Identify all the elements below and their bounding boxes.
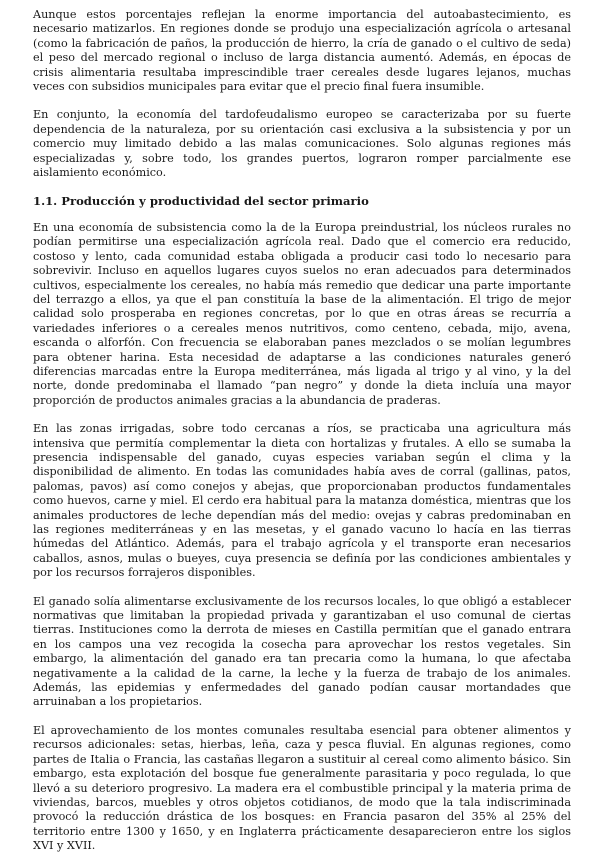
document-page <box>33 8 571 868</box>
section-heading: 1.1. Producción y productividad del sector primario <box>33 194 369 209</box>
paragraph-economia-subsistencia: En una economía de subsistencia como la de la Europa preindustrial, los núcleos rurales no podían permitirse una especialización agrícola real. Dado que el comercio era reducido, costoso y lento, cada comunidad estaba obligada a producir casi todo lo necesario para sobrevivir. Incluso en aquellos lugares cuyos suelos no eran adecuados para determinados cultivos, especialmente los cereales, no había más remedio que dedicar una parte importante del terrazgo a ellos, ya que el pan constituía la base de la alimentación. El trigo de mejor calidad solo prosperaba en regiones concretas, por lo que en otras áreas se recurría a variedades inferiores o a cereales menos nutritivos, como centeno, cebada, mijo, avena, escanda o alforfón. Con frecuencia se elaboraban panes mezclados o se molían legumbres para obtener harina. Esta necesidad de adaptarse a las condiciones naturales generó diferencias marcadas entre la Europa mediterránea, más ligada al trigo y al vino, y la del norte, donde predominaba el llamado “pan negro” y donde la dieta incluía una mayor proporción de productos animales gracias a la abundancia de praderas. <box>33 220 571 407</box>
paragraph-ganado: El ganado solía alimentarse exclusivamente de los recursos locales, lo que obligó a establecer normativas que limitaban la propiedad privada y garantizaban el uso comunal de ciertas tierras. Instituciones como la derrota de mieses en Castilla permitían que el ganado entrara en los campos una vez recogida la cosecha para aprovechar los restos vegetales. Sin embargo, la alimentación del ganado era tan precaria como la humana, lo que afectaba negativamente a la calidad de la carne, la leche y la fuerza de trabajo de los animales. Además, las epidemias y enfermedades del ganado podían causar mortandades que arruinaban a los propietarios. <box>33 594 571 709</box>
paragraph-zonas-irrigadas: En las zonas irrigadas, sobre todo cercanas a ríos, se practicaba una agricultura más intensiva que permitía complementar la dieta con hortalizas y frutales. A ello se sumaba la presencia indispensable del ganado, cuyas especies variaban según el clima y la disponibilidad de alimento. En todas las comunidades había aves de corral (gallinas, patos, palomas, pavos) así como conejos y abejas, que proporcionaban productos fundamentales como huevos, carne y miel. El cerdo era habitual para la matanza doméstica, mientras que los animales productores de leche dependían más del medio: ovejas y cabras predominaban en las regiones mediterráneas y en las mesetas, y el ganado vacuno lo hacía en las tierras húmedas del Atlántico. Además, para el trabajo agrícola y el transporte eran necesarios caballos, asnos, mulas o bueyes, cuya presencia se definía por las condiciones ambientales y por los recursos forrajeros disponibles. <box>33 422 571 580</box>
paragraph-montes-comunales: El aprovechamiento de los montes comunales resultaba esencial para obtener alimentos y recursos adicionales: setas, hierbas, leña, caza y pesca fluvial. En algunas regiones, como partes de Italia o Francia, las castañas llegaron a sustituir al cereal como alimento básico. Sin embargo, esta explotación del bosque fue generalmente parasitaria y poco regulada, lo que llevó a su deterioro progresivo. La madera era el combustible principal y la materia prima de viviendas, barcos, muebles y otros objetos cotidianos, de modo que la tala indiscriminada provocó la reducción drástica de los bosques: en Francia pasaron del 35% al 25% del territorio entre 1300 y 1650, y en Inglaterra prácticamente desaparecieron entre los siglos XVI y XVII. <box>33 723 571 853</box>
paragraph-autoabastecimiento: Aunque estos porcentajes reflejan la enorme importancia del autoabastecimiento, es necesario matizarlos. En regiones donde se produjo una especialización agrícola o artesanal (como la fabricación de paños, la producción de hierro, la cría de ganado o el cultivo de seda) el peso del mercado regional o incluso de larga distancia aumentó. Además, en épocas de crisis alimentaria resultaba imprescindible traer cereales desde lugares lejanos, muchas veces con subsidios municipales para evitar que el precio final fuera insumible. <box>33 8 571 94</box>
paragraph-conjunto: En conjunto, la economía del tardofeudalismo europeo se caracterizaba por su fuerte dependencia de la naturaleza, por su orientación casi exclusiva a la subsistencia y por un comercio muy limitado debido a las malas comunicaciones. Solo algunas regiones más especializadas y, sobre todo, los grandes puertos, lograron romper parcialmente ese aislamiento económico. <box>33 108 571 180</box>
